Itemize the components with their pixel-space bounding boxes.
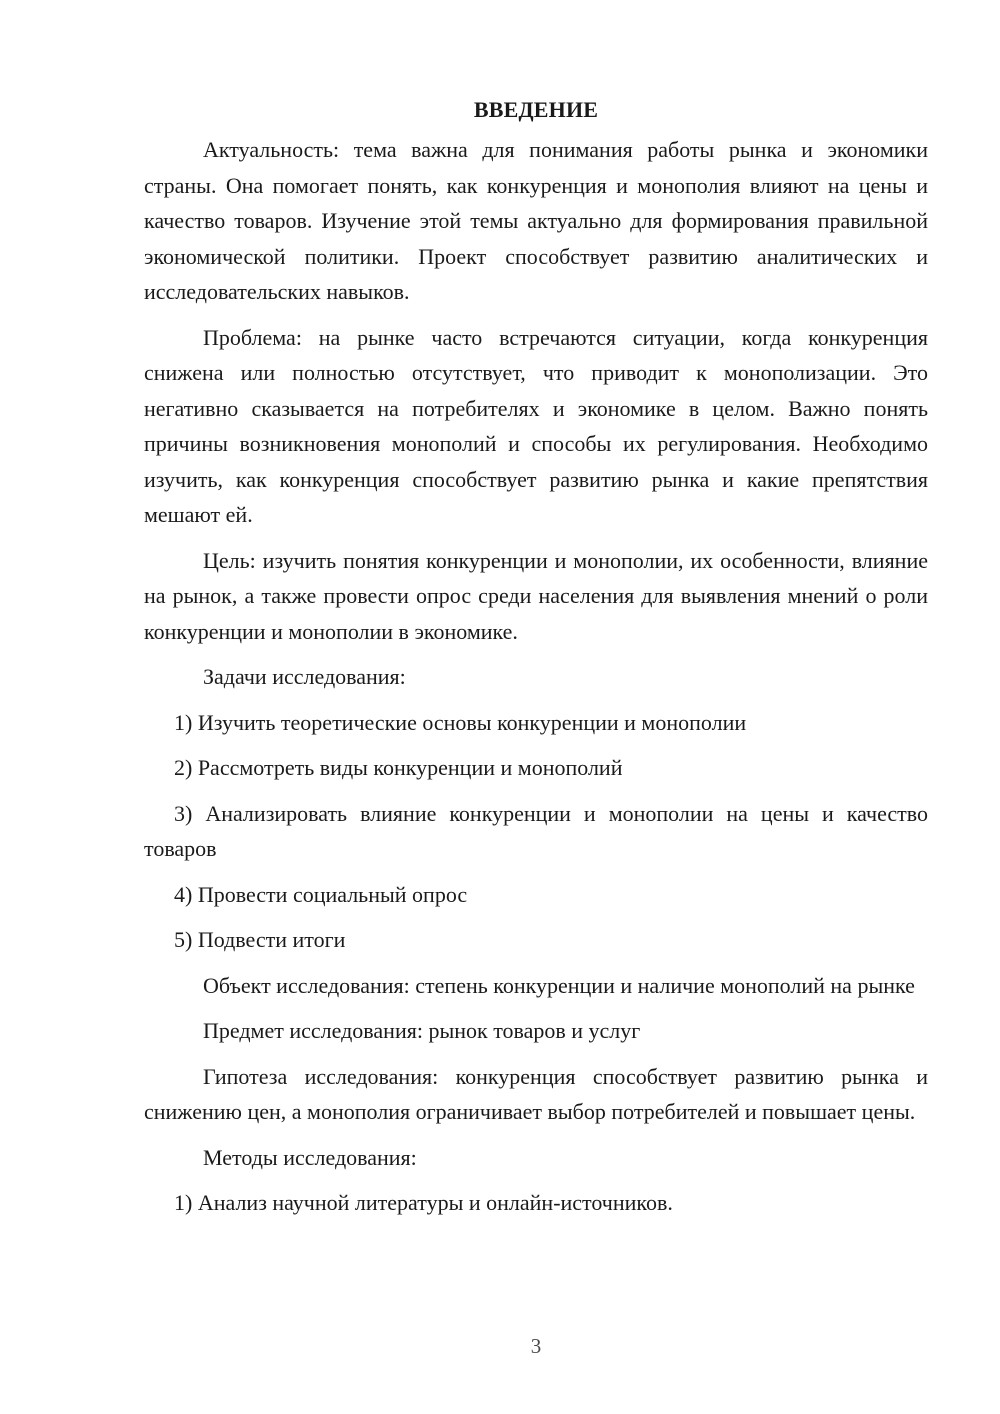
section-title: ВВЕДЕНИЕ xyxy=(473,97,599,122)
paragraph-goal: Цель: изучить понятия конкуренции и монополии, их особенности, влияние на рынок, а также провести опрос среди населения для выявления мнений о роли конкуренции и монополии в экономике. xyxy=(144,547,928,644)
task-item-2: 2) Рассмотреть виды конкуренции и монополий xyxy=(174,755,623,780)
paragraph-problem: Проблема: на рынке часто встречаются ситуации, когда конкуренция снижена или полностью отсутствует, что приводит к монополизации. Это негативно сказывается на потребителях и экономике в целом. Важно понять причины возникновения монополий и способы их регулирования. Необходимо изучить, как конкуренция способствует развитию рынка и какие препятствия мешают ей. xyxy=(144,324,928,527)
paragraph-relevance: Актуальность: тема важна для понимания работы рынка и экономики страны. Она помогает понять, как конкуренция и монополия влияют на цены и качество товаров. Изучение этой темы актуально для формирования правильной экономической политики. Проект способствует развитию аналитических и исследовательских навыков. xyxy=(144,137,928,304)
methods-heading: Методы исследования: xyxy=(203,1144,417,1170)
document-page xyxy=(144,92,928,1231)
page-number: 3 xyxy=(530,1334,542,1358)
task-item-5: 5) Подвести итоги xyxy=(174,927,346,952)
method-item-1: 1) Анализ научной литературы и онлайн-источников. xyxy=(174,1190,673,1215)
paragraph-object: Объект исследования: степень конкуренции и наличие монополий на рынке xyxy=(203,972,915,998)
paragraph-subject: Предмет исследования: рынок товаров и услуг xyxy=(203,1018,641,1043)
task-item-3: 3) Анализировать влияние конкуренции и монополии на цены и качество товаров xyxy=(144,800,928,861)
paragraph-hypothesis: Гипотеза исследования: конкуренция способствует развитию рынка и снижению цен, а монополия ограничивает выбор потребителей и повышает цены. xyxy=(144,1063,928,1124)
task-item-1: 1) Изучить теоретические основы конкуренции и монополии xyxy=(174,709,747,735)
tasks-heading: Задачи исследования: xyxy=(203,664,406,689)
task-item-4: 4) Провести социальный опрос xyxy=(174,881,468,907)
